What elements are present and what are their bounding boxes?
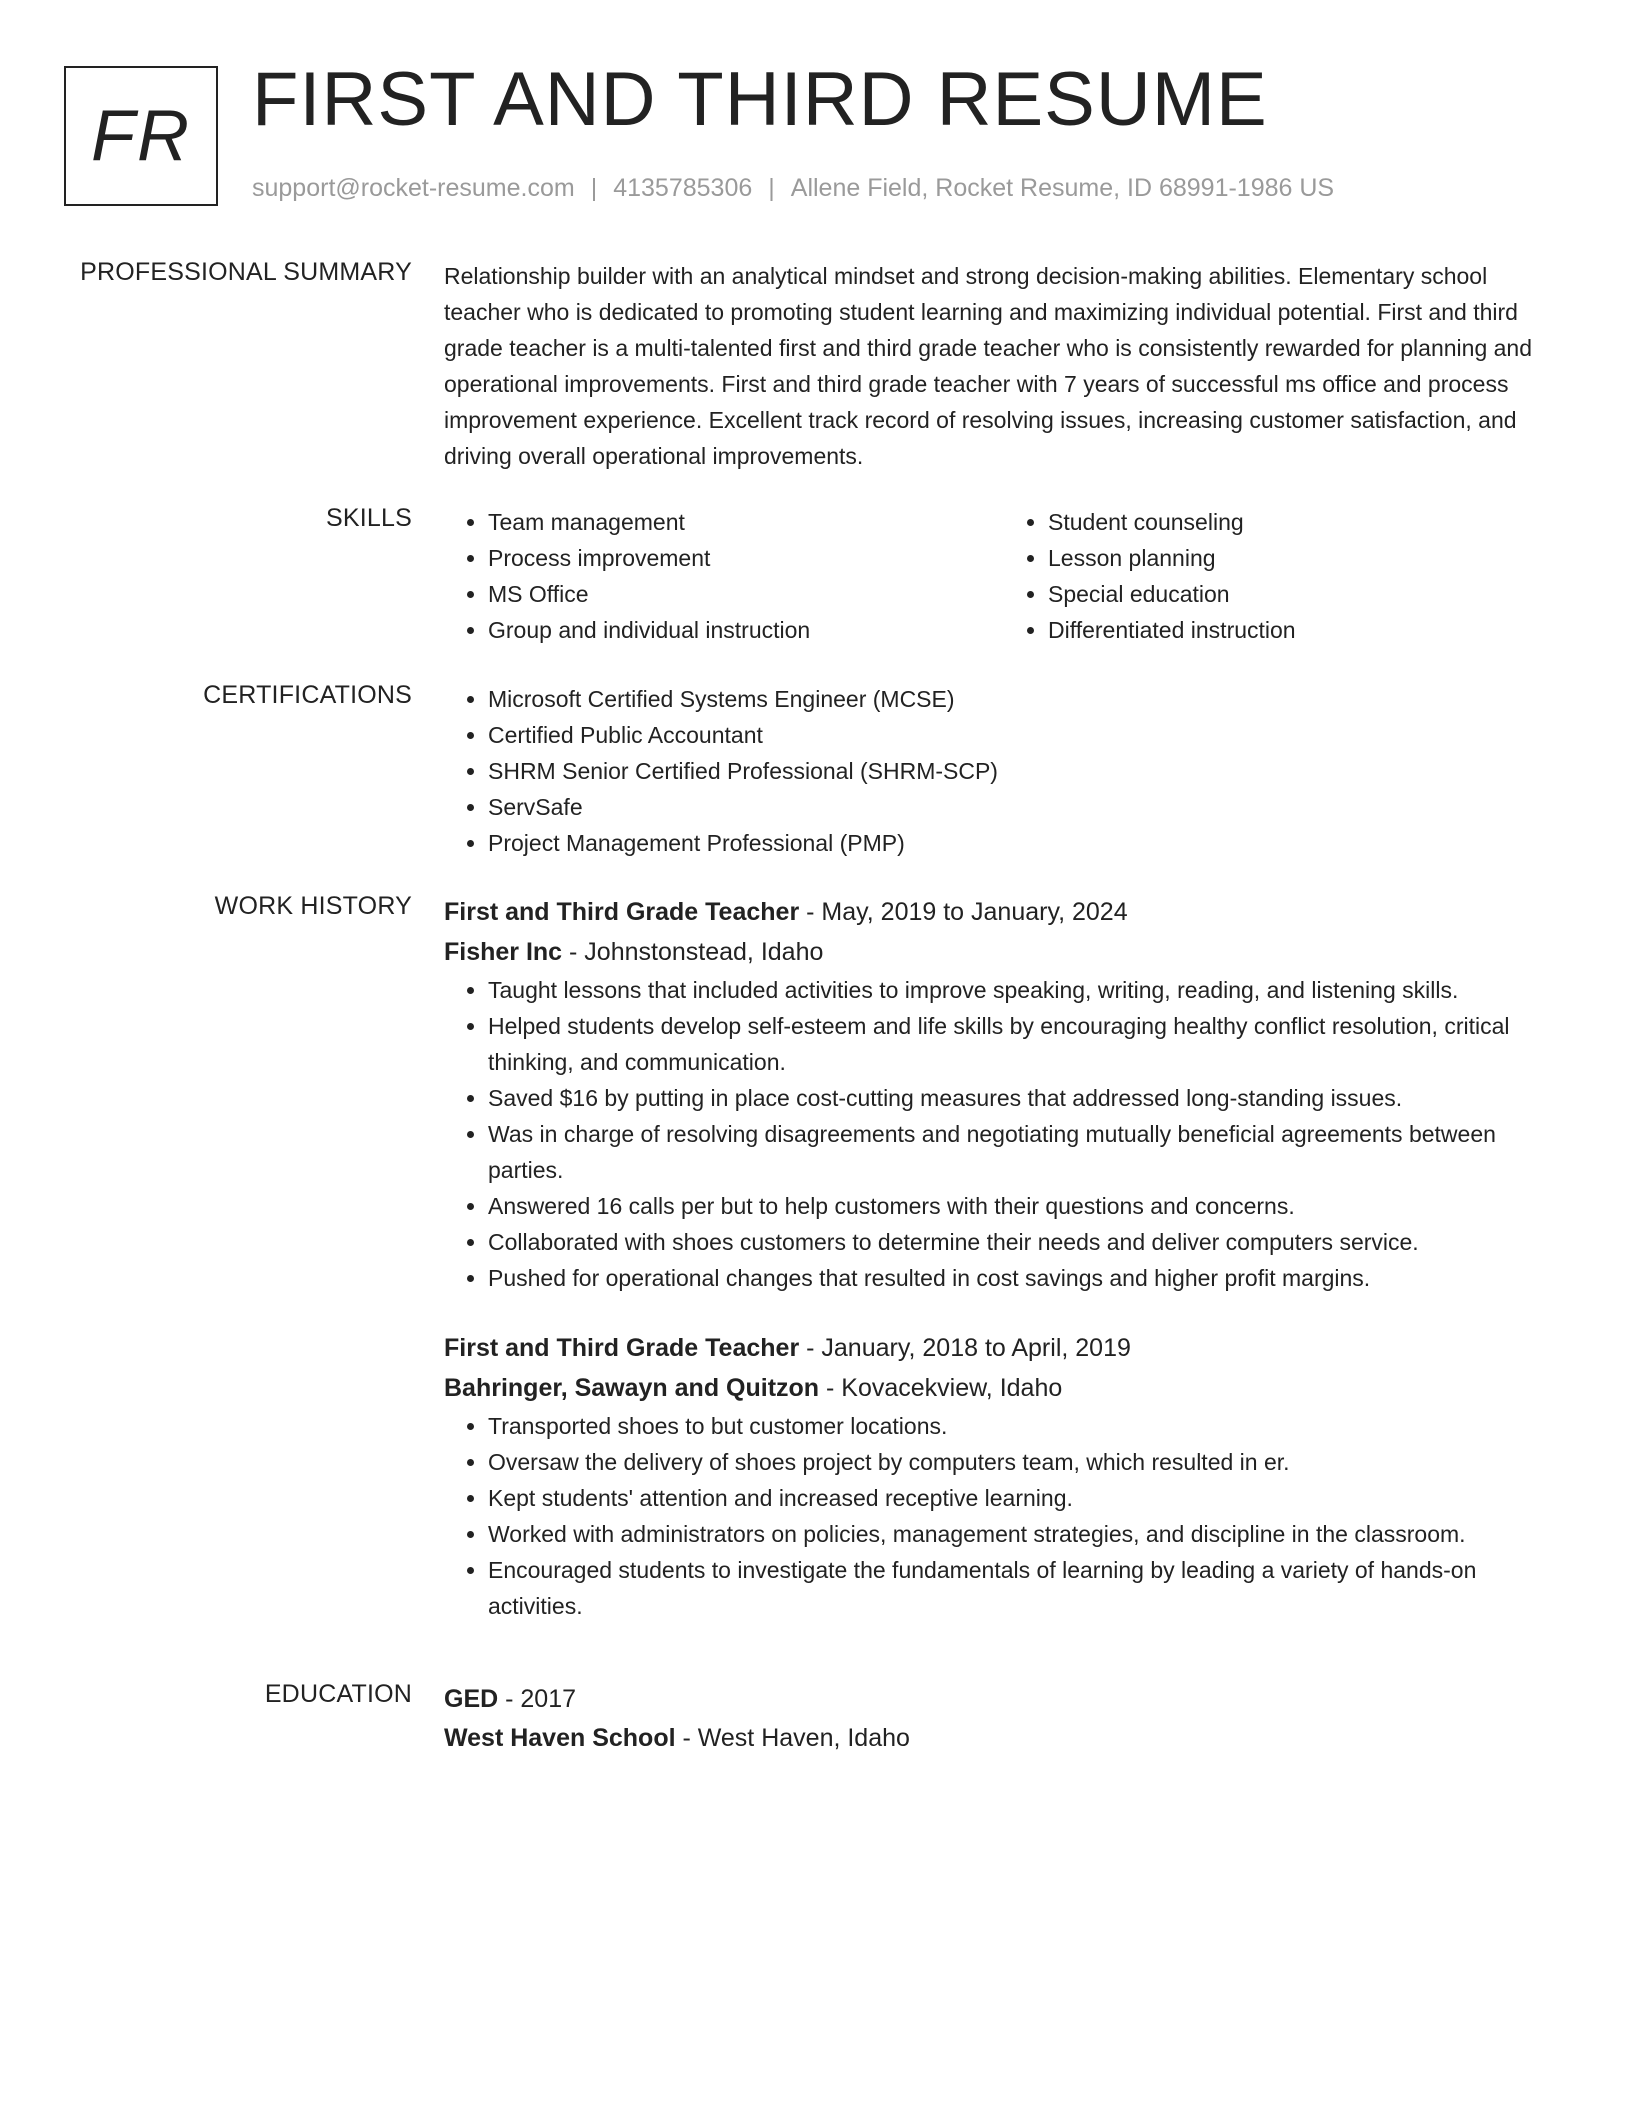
skills-list-left	[444, 504, 1004, 648]
resume-name: FIRST AND THIRD RESUME	[252, 57, 1268, 142]
certification-item: • Project Management Professional (PMP)	[488, 825, 1564, 861]
skills-body	[444, 504, 1564, 648]
certifications-label: CERTIFICATIONS	[203, 681, 412, 709]
skills-label: SKILLS	[326, 504, 412, 532]
skills-list-right	[1004, 504, 1564, 648]
job-dates: - May, 2019 to January, 2024	[799, 898, 1128, 926]
education-label: EDUCATION	[264, 1680, 412, 1708]
certification-item: • ServSafe	[488, 789, 1564, 825]
education-year: - 2017	[498, 1685, 577, 1713]
contact-separator: |	[768, 174, 775, 202]
summary-text: Relationship builder with an analytical mindset and strong decision-making abilities. Elementary school teacher who is dedicated to promoting student learning and maximizing individual potential. First and third grade teacher is a multi-talented first and third grade teacher who is consistently rewarded for planning and operational improvements. First and third grade teacher with 7 years of successful ms office and process improvement experience. Excellent track record of resolving issues, increasing customer satisfaction, and driving overall operational improvements.	[444, 263, 1532, 469]
job-title: First and Third Grade Teacher	[444, 1334, 800, 1362]
education-school: West Haven School	[444, 1724, 676, 1752]
summary-label: PROFESSIONAL SUMMARY	[80, 258, 412, 286]
skill-item: • Group and individual instruction	[488, 612, 1004, 648]
job-company: Fisher Inc	[444, 938, 563, 966]
education-location: - West Haven, Idaho	[675, 1724, 910, 1752]
job-title-line	[444, 1328, 1564, 1368]
contact-email: support@rocket-resume.com	[252, 174, 575, 202]
job-location: - Johnstonstead, Idaho	[562, 938, 824, 966]
job-bullet: • Transported shoes to but customer locations.	[488, 1408, 1564, 1444]
certification-item: • Microsoft Certified Systems Engineer (MCSE)	[488, 681, 1564, 717]
skill-item: • Differentiated instruction	[1048, 612, 1564, 648]
contact-address: Allene Field, Rocket Resume, ID 68991-1986 US	[790, 174, 1335, 202]
job-bullet: • Collaborated with shoes customers to determine their needs and deliver computers service.	[488, 1224, 1564, 1260]
skill-item: • Student counseling	[1048, 504, 1564, 540]
job-title: First and Third Grade Teacher	[444, 898, 800, 926]
job-dates: - January, 2018 to April, 2019	[799, 1334, 1131, 1362]
education-school-line	[444, 1719, 1564, 1758]
skill-item: • MS Office	[488, 576, 1004, 612]
contact-line	[252, 174, 1334, 203]
job-bullet-list	[444, 972, 1564, 1296]
job-bullet: • Saved $16 by putting in place cost-cutting measures that addressed long-standing issues.	[488, 1080, 1564, 1116]
skill-item: • Special education	[1048, 576, 1564, 612]
work-history-label: WORK HISTORY	[214, 892, 412, 920]
certifications-body	[444, 681, 1564, 861]
certification-item: • SHRM Senior Certified Professional (SHRM-SCP)	[488, 753, 1564, 789]
job-org-line	[444, 1368, 1564, 1408]
job-bullet: • Oversaw the delivery of shoes project by computers team, which resulted in er.	[488, 1444, 1564, 1480]
skill-item: • Lesson planning	[1048, 540, 1564, 576]
education-degree: GED	[444, 1685, 499, 1713]
education-body	[444, 1680, 1564, 1758]
job-entry	[444, 892, 1564, 1296]
education-degree-line	[444, 1680, 1564, 1719]
job-entry	[444, 1328, 1564, 1624]
job-org-line	[444, 932, 1564, 972]
job-bullet: • Encouraged students to investigate the fundamentals of learning by leading a variety of hands-on activities.	[488, 1552, 1564, 1624]
certifications-list	[444, 681, 1564, 861]
job-bullet-list	[444, 1408, 1564, 1624]
job-location: - Kovacekview, Idaho	[819, 1374, 1063, 1402]
job-bullet: • Answered 16 calls per but to help customers with their questions and concerns.	[488, 1188, 1564, 1224]
contact-phone: 4135785306	[613, 174, 753, 202]
job-title-line	[444, 892, 1564, 932]
work-history-body	[444, 892, 1564, 1624]
job-bullet: • Pushed for operational changes that resulted in cost savings and higher profit margins.	[488, 1260, 1564, 1296]
monogram-initials: FR	[91, 96, 191, 176]
monogram-box	[64, 66, 218, 206]
job-bullet: • Helped students develop self-esteem and life skills by encouraging healthy conflict resolution, critical thinking, and communication.	[488, 1008, 1564, 1080]
summary-body	[444, 258, 1564, 474]
skills-columns	[444, 504, 1564, 648]
job-company: Bahringer, Sawayn and Quitzon	[444, 1374, 820, 1402]
job-bullet: • Was in charge of resolving disagreements and negotiating mutually beneficial agreements between parties.	[488, 1116, 1564, 1188]
certification-item: • Certified Public Accountant	[488, 717, 1564, 753]
contact-separator: |	[590, 174, 598, 202]
skill-item: • Team management	[488, 504, 1004, 540]
job-bullet: • Kept students' attention and increased receptive learning.	[488, 1480, 1564, 1516]
job-bullet: • Taught lessons that included activities to improve speaking, writing, reading, and listening skills.	[488, 972, 1564, 1008]
skill-item: • Process improvement	[488, 540, 1004, 576]
job-bullet: • Worked with administrators on policies, management strategies, and discipline in the classroom.	[488, 1516, 1564, 1552]
